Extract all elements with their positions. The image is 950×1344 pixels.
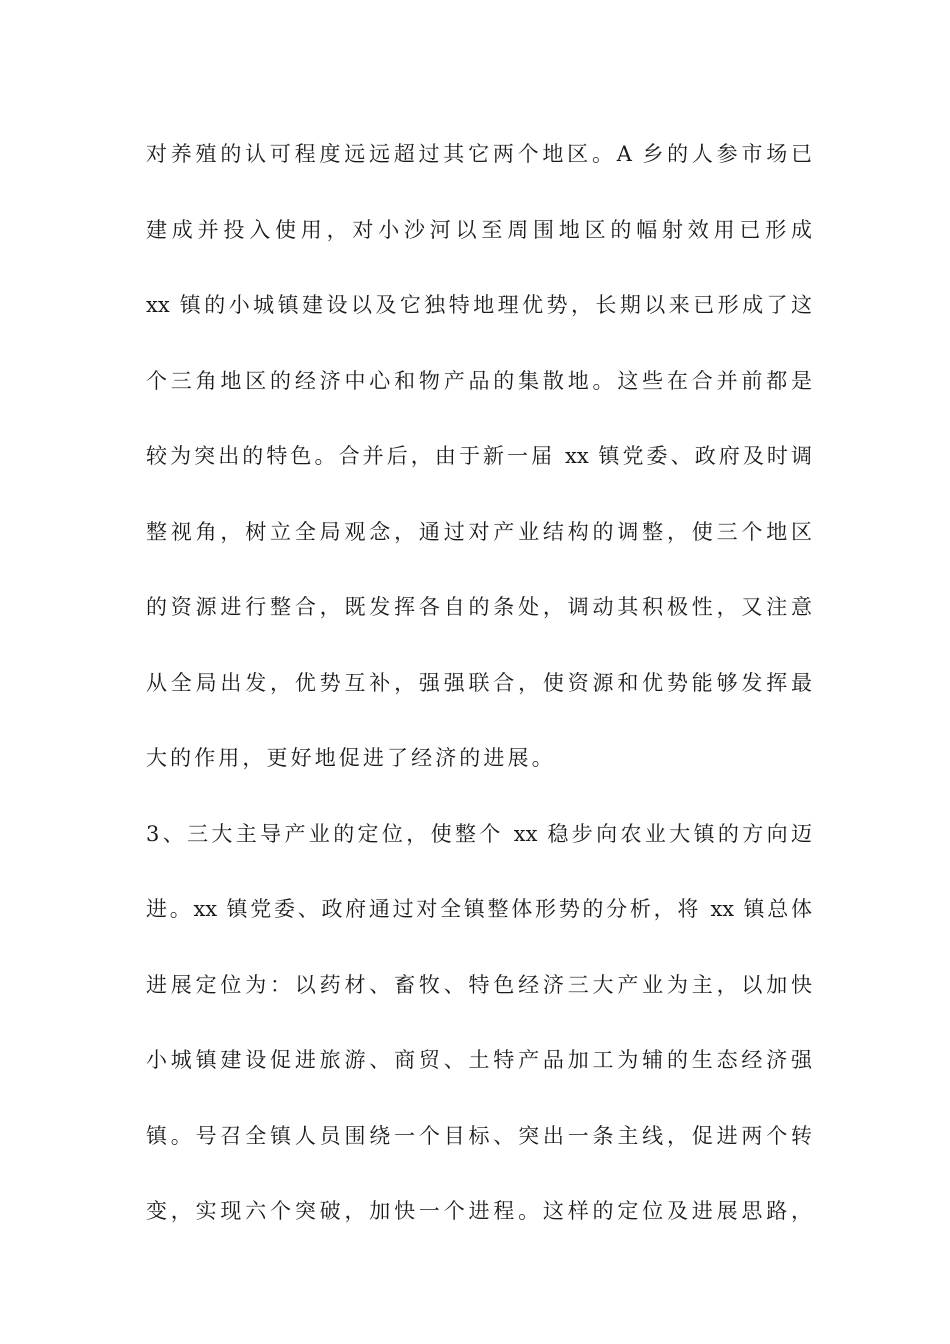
text-line: 个三角地区的经济中心和物产品的集散地。这些在合并前都是 [146,368,812,393]
text-line: 小城镇建设促进旅游、商贸、土特产品加工为辅的生态经济强 [146,1048,812,1072]
text-line: 较为突出的特色。合并后，由于新一届 xx 镇党委、政府及时调 [146,444,812,468]
text-line: 对养殖的认可程度远远超过其它两个地区。A 乡的人参市场已 [146,142,812,166]
text-line: 从全局出发，优势互补，强强联合，使资源和优势能够发挥最 [146,670,812,695]
text-line-paragraph-start: 3、三大主导产业的定位，使整个 xx 稳步向农业大镇的方向迈 [146,821,812,846]
text-line: 整视角，树立全局观念，通过对产业结构的调整，使三个地区 [146,519,812,544]
text-line: 镇。号召全镇人员围绕一个目标、突出一条主线，促进两个转 [146,1123,812,1148]
text-line: xx 镇的小城镇建设以及它独特地理优势，长期以来已形成了这 [146,293,812,317]
body-text [146,130,812,1263]
text-line: 建成并投入使用，对小沙河以至周围地区的幅射效用已形成 [146,217,812,242]
text-line: 进展定位为：以药材、畜牧、特色经济三大产业为主，以加快 [146,972,812,997]
text-line: 变，实现六个突破，加快一个进程。这样的定位及进展思路， [146,1199,812,1223]
text-line: 进。xx 镇党委、政府通过对全镇整体形势的分析，将 xx 镇总体 [146,897,812,921]
text-line-paragraph-end: 大的作用，更好地促进了经济的进展。 [146,746,556,770]
text-line: 的资源进行整合，既发挥各自的条处，调动其积极性，又注意 [146,595,812,619]
